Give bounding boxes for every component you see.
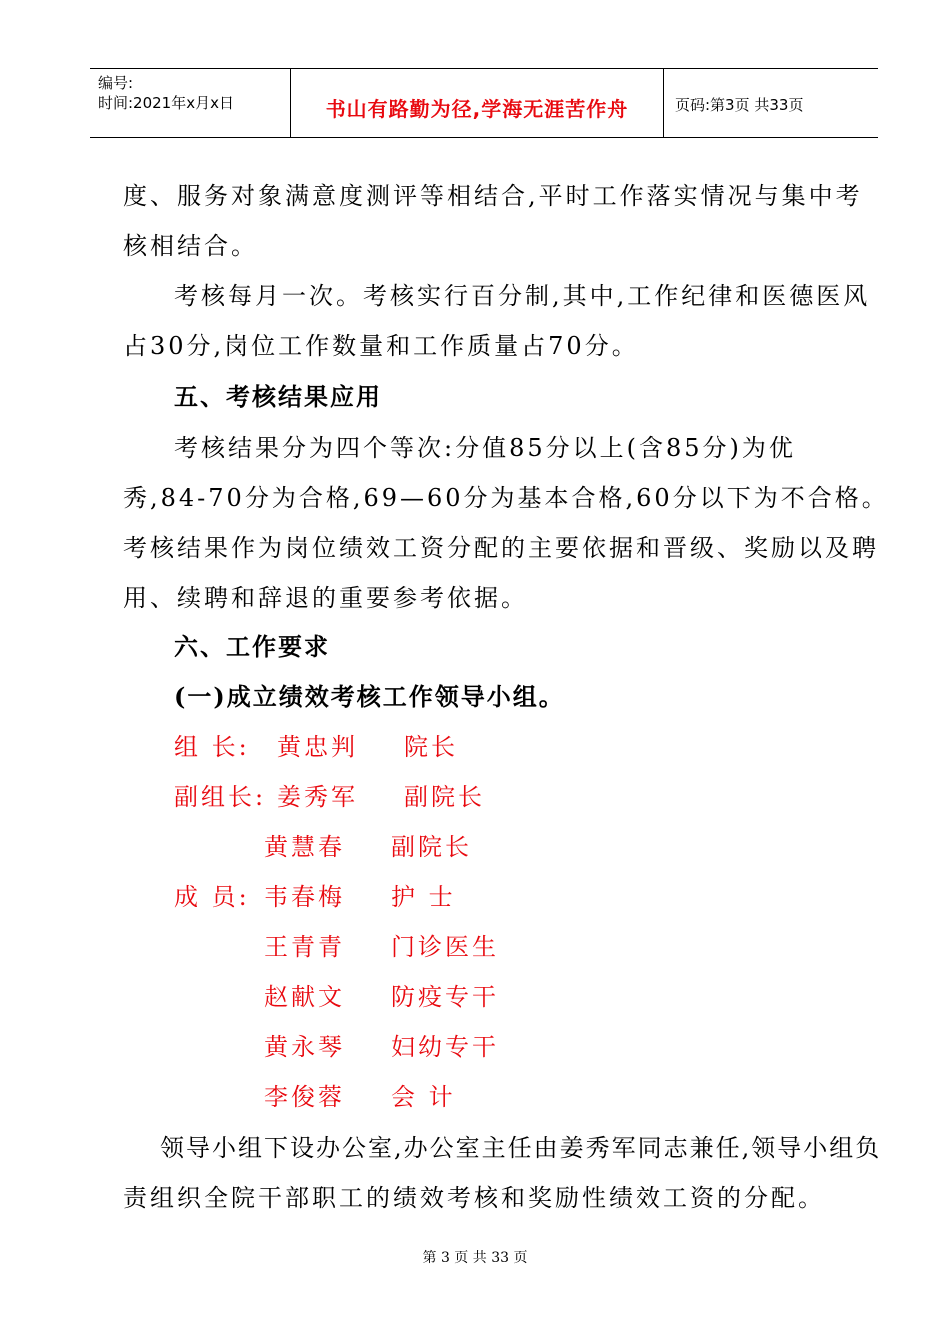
paragraph-line: 秀,84-70分为合格,69—60分为基本合格,60分以下为不合格。 <box>123 484 889 512</box>
member-title: 妇幼专干 <box>391 1033 499 1061</box>
section-heading-5: 五、考核结果应用 <box>174 382 382 411</box>
paragraph-line: 核相结合。 <box>123 232 258 260</box>
header-page-cell <box>665 69 878 137</box>
page-footer: 第 3 页 共 33 页 <box>422 1250 528 1266</box>
header-page-number: 页码:第3页 共33页 <box>675 96 804 114</box>
member-name: 李俊蓉 <box>264 1083 345 1111</box>
member-role: 副组长: <box>174 783 267 811</box>
paragraph-line: 占30分,岗位工作数量和工作质量占70分。 <box>123 332 639 360</box>
member-title: 会 计 <box>391 1083 456 1111</box>
member-name: 黄永琴 <box>264 1033 345 1061</box>
document-number-label: 编号: <box>98 74 134 92</box>
paragraph-line: 领导小组下设办公室,办公室主任由姜秀军同志兼任,领导小组负 <box>160 1134 882 1162</box>
member-name: 姜秀军 <box>277 783 358 811</box>
member-name: 王青青 <box>264 933 345 961</box>
member-title: 副院长 <box>391 833 472 861</box>
member-role: 组 长: <box>174 733 250 761</box>
document-time-label: 时间:2021年x月x日 <box>98 94 234 112</box>
member-title: 护 士 <box>391 883 456 911</box>
header-info-cell <box>90 69 291 137</box>
header-motto: 书山有路勤为径,学海无涯苦作舟 <box>325 97 629 121</box>
member-name: 赵献文 <box>264 983 345 1011</box>
member-title: 院长 <box>404 733 458 761</box>
member-name: 黄慧春 <box>264 833 345 861</box>
member-name: 黄忠判 <box>277 733 358 761</box>
paragraph-line: 责组织全院干部职工的绩效考核和奖励性绩效工资的分配。 <box>123 1184 825 1212</box>
section-heading-6: 六、工作要求 <box>174 632 330 661</box>
member-role: 成 员: <box>174 883 250 911</box>
page-header <box>90 68 878 138</box>
paragraph-line: 度、服务对象满意度测评等相结合,平时工作落实情况与集中考 <box>123 182 863 210</box>
member-title: 防疫专干 <box>391 983 499 1011</box>
paragraph-line: 考核每月一次。考核实行百分制,其中,工作纪律和医德医风 <box>174 282 871 310</box>
subsection-heading: (一)成立绩效考核工作领导小组。 <box>174 682 565 711</box>
paragraph-line: 考核结果作为岗位绩效工资分配的主要依据和晋级、奖励以及聘 <box>123 534 879 562</box>
member-title: 门诊医生 <box>391 933 499 961</box>
paragraph-line: 用、续聘和辞退的重要参考依据。 <box>123 584 528 612</box>
member-title: 副院长 <box>404 783 485 811</box>
header-motto-cell <box>291 69 664 137</box>
member-name: 韦春梅 <box>264 883 345 911</box>
paragraph-line: 考核结果分为四个等次:分值85分以上(含85分)为优 <box>174 434 796 462</box>
